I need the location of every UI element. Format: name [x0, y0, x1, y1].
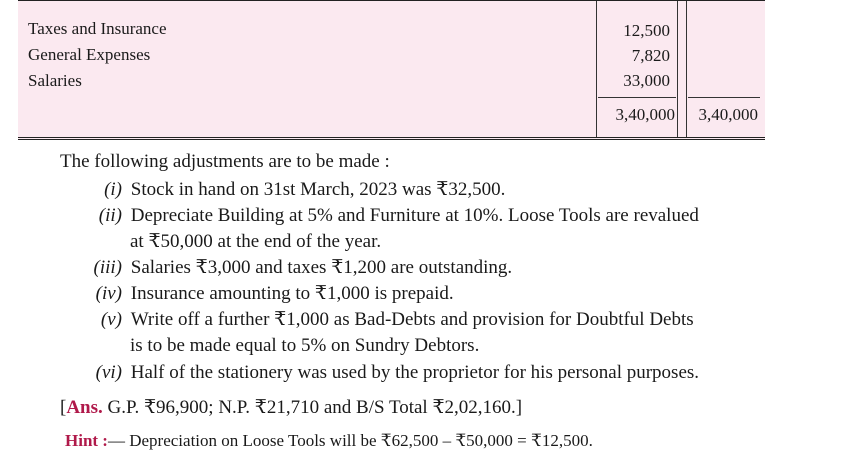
total-credit: 3,40,000 [698, 105, 758, 124]
adjustment-text: Depreciate Building at 5% and Furniture at 10%. Loose Tools are revalued [130, 205, 699, 226]
adjustment-item [70, 308, 694, 332]
answer-label: Ans. [66, 397, 103, 418]
adjustment-item [70, 178, 505, 202]
adjustment-number: (iv) [95, 283, 122, 304]
answer-bracket: [ [60, 397, 67, 418]
adjustment-continuation: is to be made equal to 5% on Sundry Debtors. [130, 335, 480, 356]
adjustment-item [70, 204, 699, 228]
hint-text: — Depreciation on Loose Tools will be ₹62,500 – ₹50,000 = ₹12,500. [107, 431, 593, 450]
hint-label: Hint : [65, 431, 108, 450]
adjustment-text: Write off a further ₹1,000 as Bad-Debts and provision for Doubtful Debts [130, 309, 694, 330]
adjustment-item [70, 361, 699, 385]
adjustment-text: Half of the stationery was used by the proprietor for his personal purposes. [130, 362, 700, 383]
adjustment-text: Stock in hand on 31st March, 2023 was ₹32,500. [130, 179, 506, 200]
trial-balance-table [18, 0, 765, 140]
debit-taxes: 12,500 [623, 21, 670, 40]
total-rule-credit [688, 97, 760, 98]
total-rule-debit [598, 97, 676, 98]
adjustment-number: (ii) [98, 205, 122, 226]
adjustment-number: (v) [100, 309, 122, 330]
row-label-general-expenses: General Expenses [28, 45, 151, 64]
row-label-taxes: Taxes and Insurance [28, 19, 167, 38]
adjustment-text: Insurance amounting to ₹1,000 is prepaid. [130, 283, 454, 304]
total-debit: 3,40,000 [615, 105, 675, 124]
adjustments-intro: The following adjustments are to be made : [60, 151, 390, 172]
debit-salaries: 33,000 [623, 71, 670, 90]
row-label-salaries: Salaries [28, 71, 82, 90]
adjustment-number: (iii) [93, 257, 122, 278]
adjustment-item [70, 256, 512, 280]
adjustment-number: (i) [104, 179, 122, 200]
adjustment-text: Salaries ₹3,000 and taxes ₹1,200 are outstanding. [130, 257, 513, 278]
adjustment-number: (vi) [95, 362, 122, 383]
answer-text: G.P. ₹96,900; N.P. ₹21,710 and B/S Total ₹2,02,160.] [102, 397, 523, 418]
adjustment-continuation: at ₹50,000 at the end of the year. [130, 231, 382, 252]
hint-line [65, 430, 593, 452]
answer-line [60, 395, 522, 421]
debit-general-expenses: 7,820 [631, 46, 670, 65]
adjustment-item [70, 282, 454, 306]
